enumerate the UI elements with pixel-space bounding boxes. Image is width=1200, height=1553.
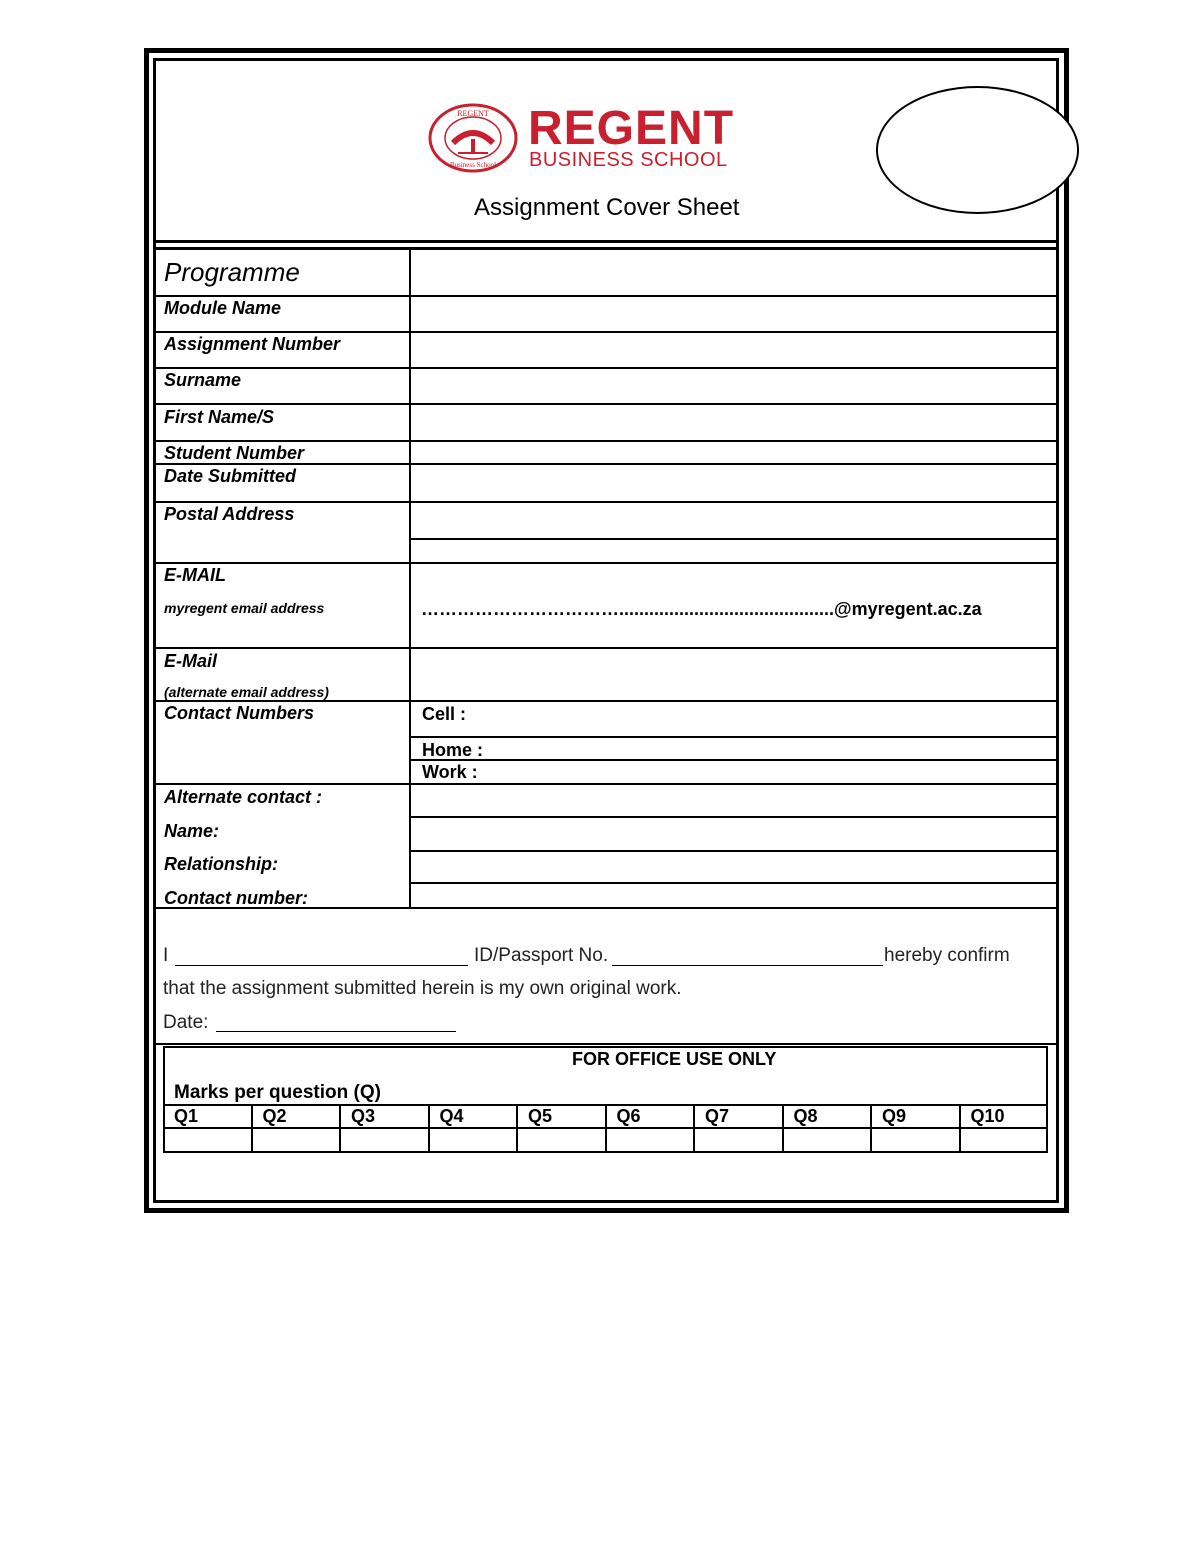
question-cell-divider	[870, 1104, 872, 1153]
label-alternate-contact: Alternate contact :	[164, 787, 323, 807]
label-programme: Programme	[164, 257, 300, 287]
declaration-hereby-confirm: hereby confirm	[884, 945, 1010, 966]
question-cell-divider	[782, 1104, 784, 1153]
question-cell-divider	[605, 1104, 607, 1153]
row-line	[155, 700, 1057, 702]
question-label: Q9	[882, 1106, 907, 1126]
question-cell-6	[606, 1104, 695, 1153]
row-line	[410, 538, 1057, 540]
question-cell-4	[429, 1104, 518, 1153]
date-blank-line	[216, 1031, 456, 1032]
question-cell-10	[960, 1104, 1049, 1153]
regent-seal-icon	[428, 103, 518, 173]
label-email-sub: myregent email address	[164, 600, 325, 616]
row-line	[155, 562, 1057, 564]
id-blank-line	[612, 965, 883, 966]
question-label: Q3	[351, 1106, 376, 1126]
question-cell-5	[517, 1104, 606, 1153]
logo-name: REGENT	[528, 102, 735, 155]
question-cell-9	[871, 1104, 960, 1153]
declaration-i: I	[163, 945, 169, 966]
question-cell-2	[252, 1104, 341, 1153]
question-cell-divider	[516, 1104, 518, 1153]
label-email: E-MAIL	[164, 565, 226, 585]
marks-per-question-label: Marks per question (Q)	[174, 1082, 381, 1103]
row-line	[155, 647, 1057, 649]
office-use-title: FOR OFFICE USE ONLY	[572, 1049, 777, 1069]
declaration-statement: that the assignment submitted herein is my own original work.	[163, 978, 682, 999]
header-divider-2	[155, 247, 1057, 250]
row-line	[410, 850, 1057, 852]
question-cell-divider	[428, 1104, 430, 1153]
label-work: Work :	[422, 762, 478, 782]
photo-placeholder	[876, 86, 1079, 214]
label-contact-number: Contact number:	[164, 888, 308, 908]
row-line	[155, 501, 1057, 503]
question-label: Q7	[705, 1106, 730, 1126]
label-relationship: Relationship:	[164, 854, 279, 874]
question-cell-divider	[959, 1104, 961, 1153]
label-alt-email: E-Mail	[164, 651, 218, 671]
question-cell-divider	[251, 1104, 253, 1153]
declaration-id-passport: ID/Passport No.	[474, 945, 609, 966]
label-postal-address: Postal Address	[164, 504, 295, 524]
row-line	[410, 882, 1057, 884]
question-label: Q2	[262, 1106, 287, 1126]
question-label: Q10	[970, 1106, 1005, 1126]
question-label: Q8	[793, 1106, 818, 1126]
label-column-divider	[409, 248, 411, 908]
question-label: Q4	[439, 1106, 464, 1126]
row-line	[410, 736, 1057, 738]
label-cell: Cell :	[422, 704, 467, 724]
row-line	[410, 816, 1057, 818]
row-line	[155, 367, 1057, 369]
row-line	[155, 403, 1057, 405]
label-home: Home :	[422, 740, 484, 760]
regent-logo	[428, 103, 788, 178]
question-cell-1	[163, 1104, 252, 1153]
question-cell-3	[340, 1104, 429, 1153]
row-line	[155, 295, 1057, 297]
label-module-name: Module Name	[164, 298, 282, 318]
label-alt-email-sub: (alternate email address)	[164, 684, 329, 700]
row-line	[155, 331, 1057, 333]
question-label: Q5	[528, 1106, 553, 1126]
label-student-number: Student Number	[164, 443, 305, 463]
declaration-bottom-line	[155, 1043, 1057, 1045]
row-line	[155, 783, 1057, 785]
label-first-names: First Name/S	[164, 407, 275, 427]
question-cell-divider	[339, 1104, 341, 1153]
label-contact-numbers: Contact Numbers	[164, 703, 315, 723]
seal-text-bottom: Business School	[449, 161, 497, 169]
label-date-submitted: Date Submitted	[164, 466, 297, 486]
name-blank-line	[175, 965, 468, 966]
seal-text-top: REGENT	[457, 109, 489, 118]
label-surname: Surname	[164, 370, 242, 390]
question-cell-8	[783, 1104, 872, 1153]
declaration-date: Date:	[163, 1012, 209, 1033]
label-assignment-number: Assignment Number	[164, 334, 341, 354]
row-line	[155, 440, 1057, 442]
row-line	[410, 759, 1057, 761]
page-title: Assignment Cover Sheet	[474, 194, 740, 221]
email-value: ……………………………...........................................@myregent.ac.za	[421, 599, 982, 619]
header-divider	[155, 240, 1057, 243]
question-cell-divider	[693, 1104, 695, 1153]
label-name: Name:	[164, 821, 220, 841]
marks-table	[163, 1104, 1048, 1153]
question-label: Q6	[616, 1106, 641, 1126]
logo-subtitle: BUSINESS SCHOOL	[529, 149, 728, 171]
question-cell-7	[694, 1104, 783, 1153]
row-line	[155, 463, 1057, 465]
question-label: Q1	[174, 1106, 199, 1126]
